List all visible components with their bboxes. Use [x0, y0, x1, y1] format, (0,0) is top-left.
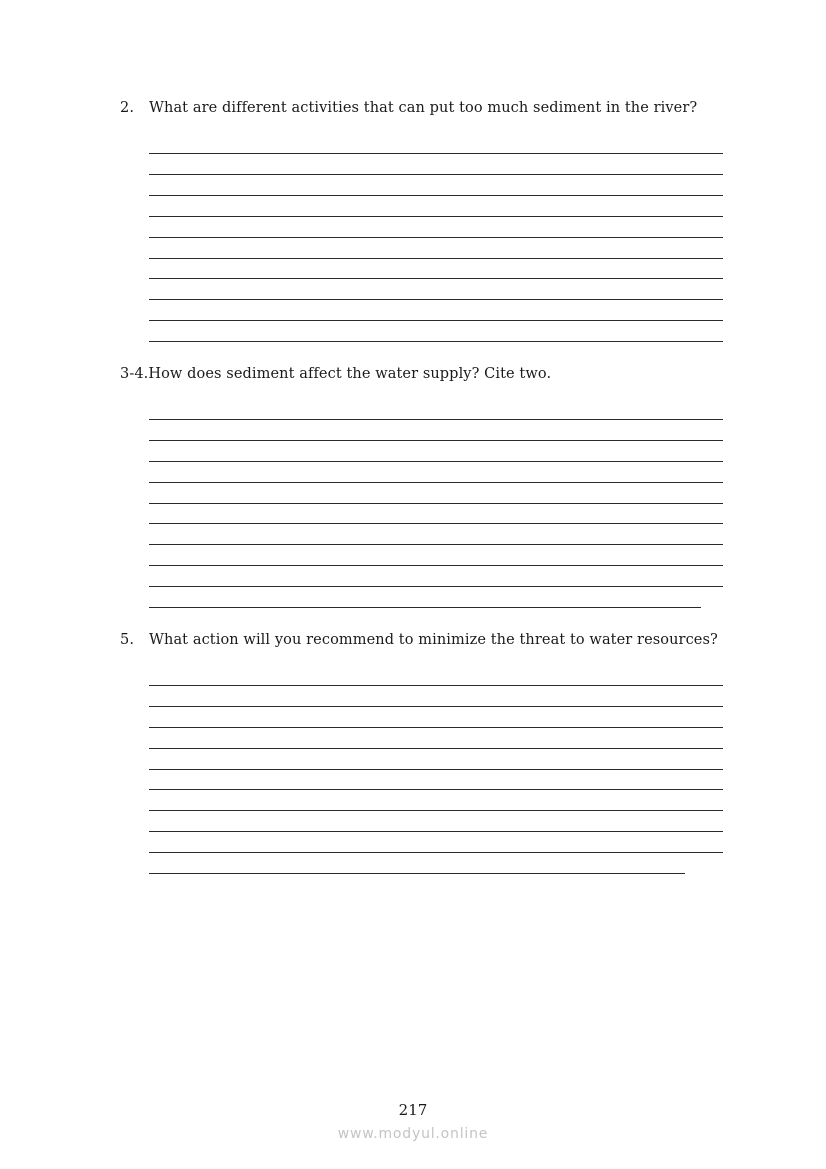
answer-line	[149, 461, 723, 462]
question-3-4	[120, 366, 551, 382]
answer-line	[149, 748, 723, 749]
question-number: 5.	[120, 632, 135, 648]
answer-line	[149, 685, 723, 686]
answer-line	[149, 544, 723, 545]
answer-line	[149, 216, 723, 217]
question-text: What are different activities that can put too much sediment in the river?	[149, 100, 698, 116]
answer-line	[149, 258, 723, 259]
answer-line	[149, 440, 723, 441]
answer-line	[149, 320, 723, 321]
answer-line	[149, 789, 723, 790]
answer-line	[149, 419, 723, 420]
question-5	[120, 632, 718, 648]
question-number: 3-4.	[120, 366, 149, 382]
watermark: www.modyul.online	[337, 1126, 489, 1142]
answer-line	[149, 299, 723, 300]
answer-line	[149, 174, 723, 175]
answer-line	[149, 153, 723, 154]
answer-line	[149, 482, 723, 483]
answer-line	[149, 565, 723, 566]
answer-line	[149, 195, 723, 196]
answer-line	[149, 706, 723, 707]
answer-line	[149, 607, 701, 608]
answer-line	[149, 727, 723, 728]
page-number: 217	[398, 1101, 428, 1119]
question-number: 2.	[120, 100, 135, 116]
answer-line	[149, 831, 723, 832]
answer-line	[149, 586, 723, 587]
answer-line	[149, 278, 723, 279]
answer-line	[149, 503, 723, 504]
answer-line	[149, 810, 723, 811]
answer-line	[149, 852, 723, 853]
question-text: What action will you recommend to minimize the threat to water resources?	[149, 632, 718, 648]
answer-line	[149, 873, 685, 874]
answer-line	[149, 237, 723, 238]
answer-line	[149, 523, 723, 524]
answer-line	[149, 341, 723, 342]
question-2	[120, 100, 697, 116]
answer-line	[149, 769, 723, 770]
question-text: How does sediment affect the water supply? Cite two.	[148, 366, 552, 382]
